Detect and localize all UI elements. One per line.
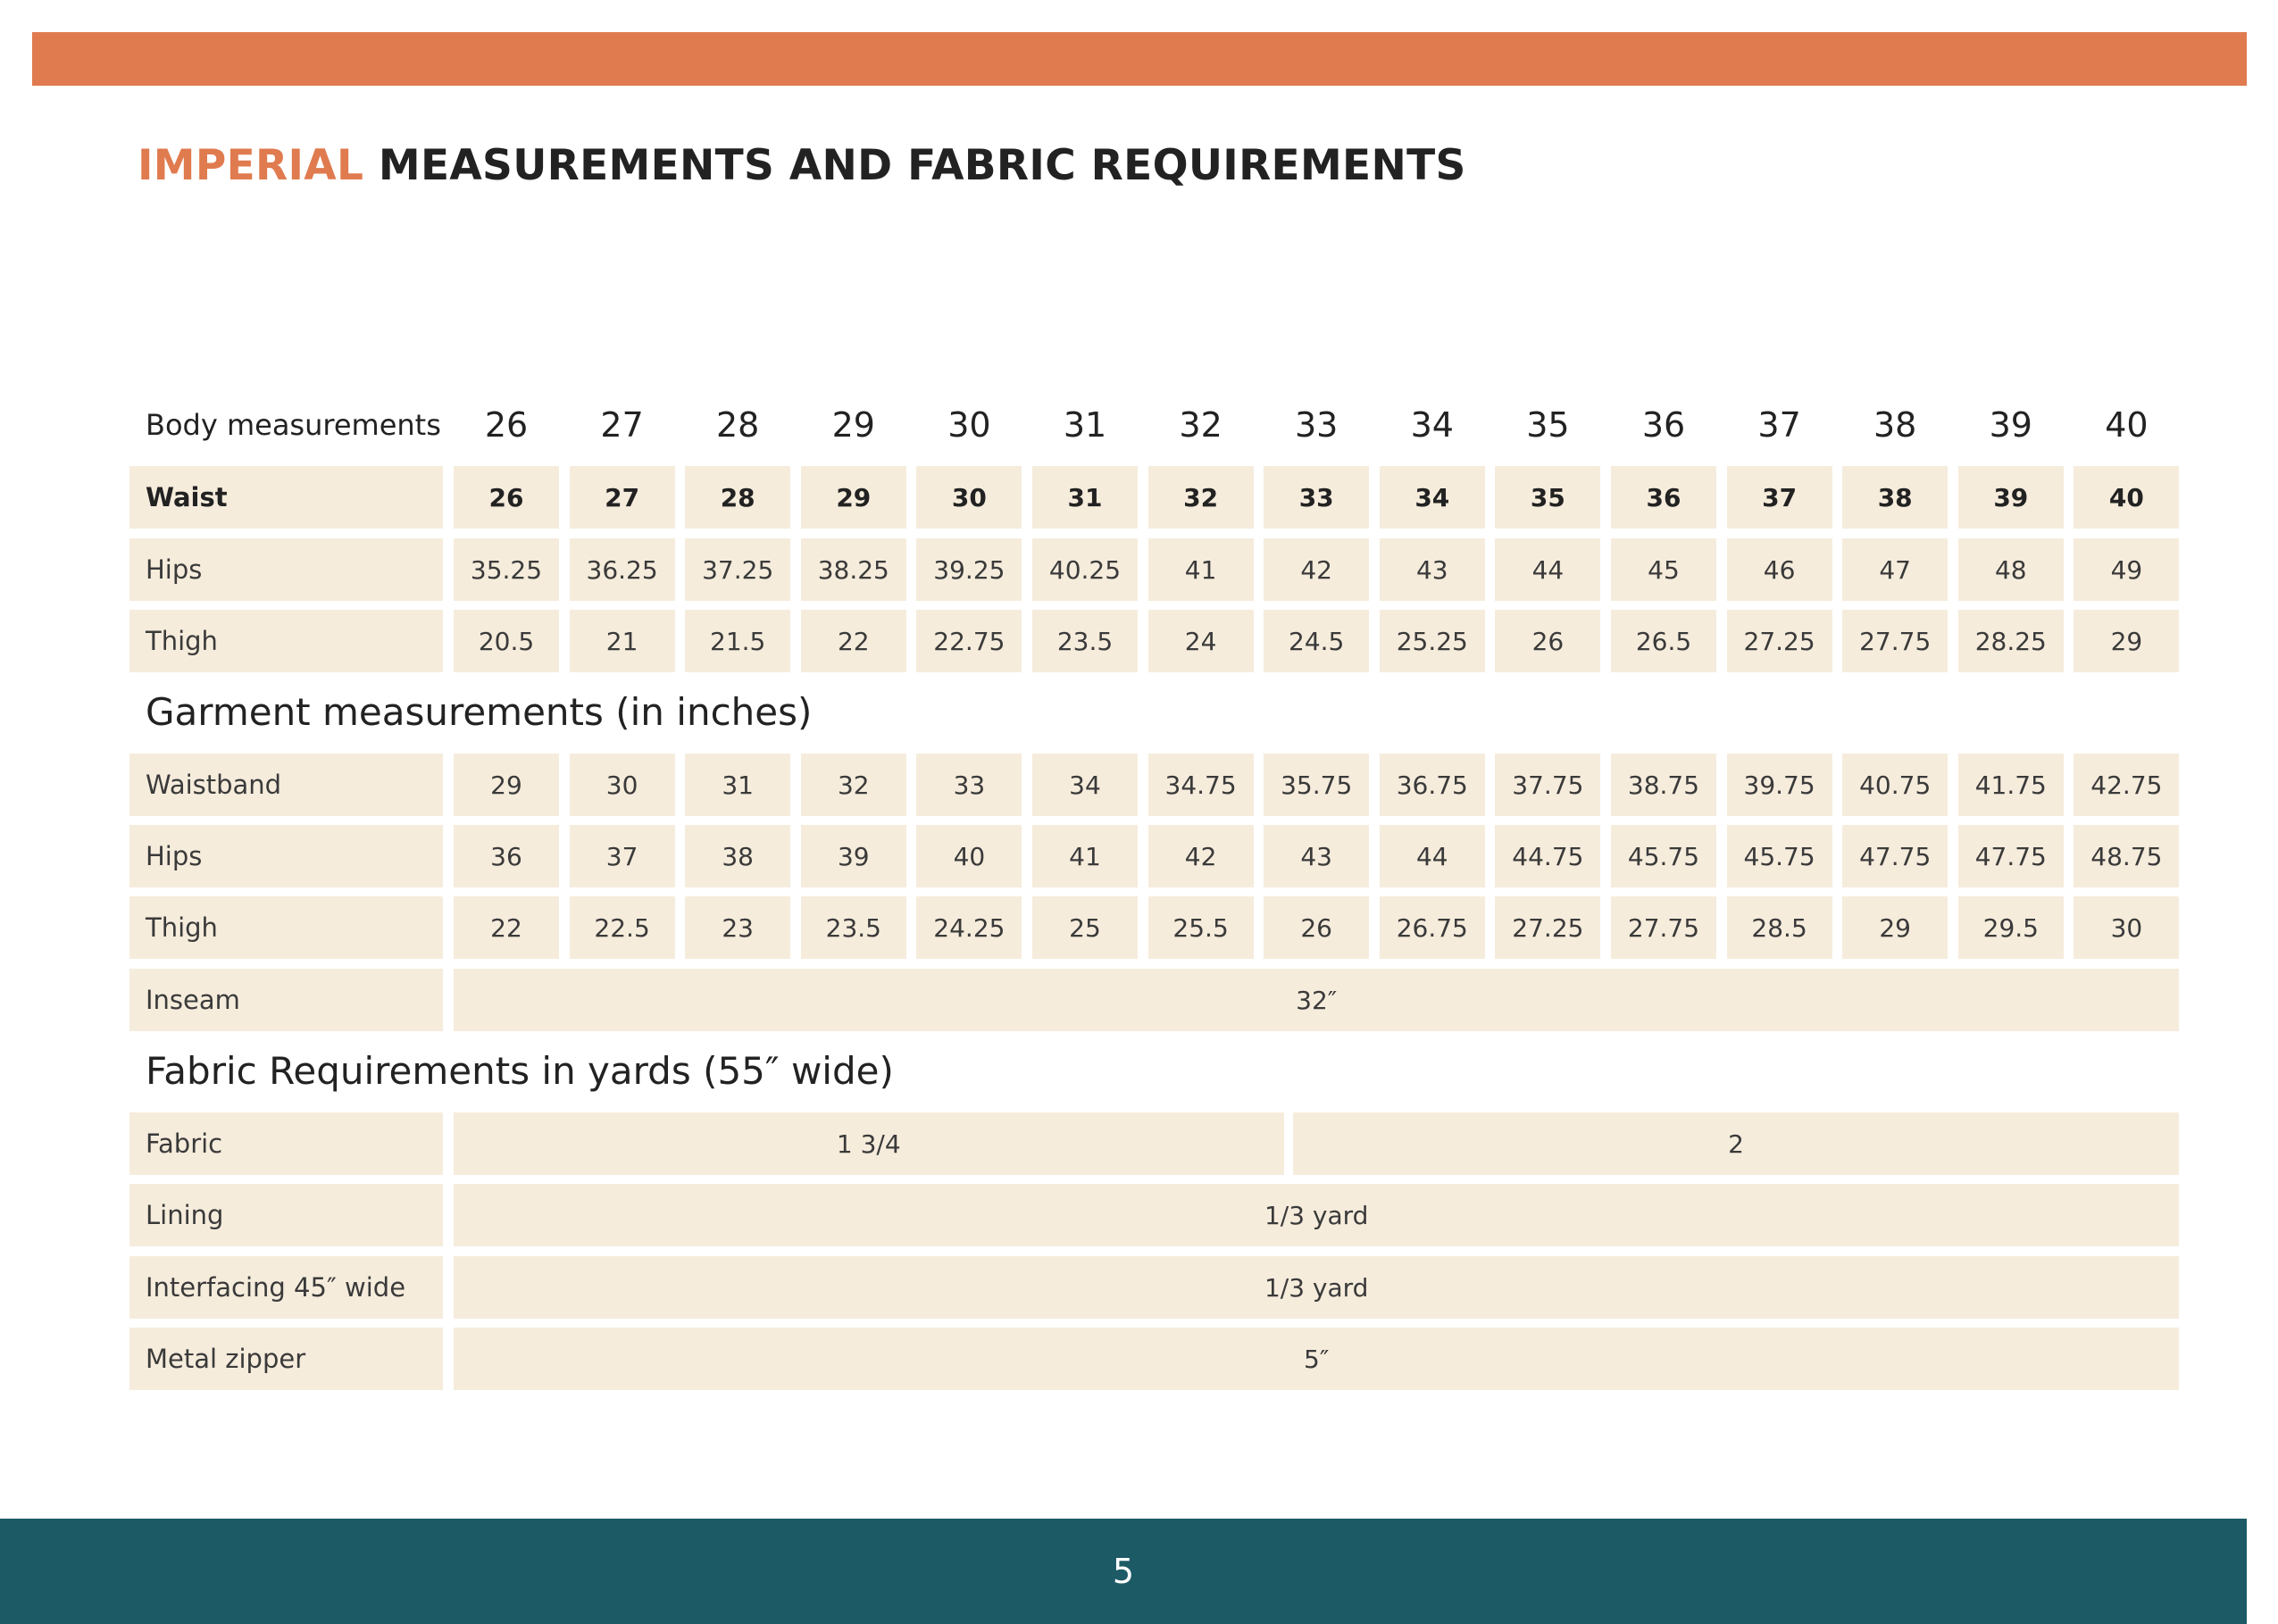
body-row-waist <box>0 466 2278 529</box>
table-cell: 25 <box>1032 896 1138 959</box>
table-cell: 28 <box>716 405 760 445</box>
table-cell: 43 <box>1380 538 1485 601</box>
table-cell: 1 3/4 <box>454 1112 1284 1175</box>
table-cell: 24.25 <box>916 896 1022 959</box>
notion-row-1 <box>0 1256 2278 1319</box>
table-cell: 32 <box>1148 466 1254 529</box>
table-cell: 46 <box>1727 538 1832 601</box>
table-cell: 45.75 <box>1727 825 1832 887</box>
table-cell: 22 <box>801 610 906 672</box>
table-cell: 32 <box>801 754 906 816</box>
table-cell: 43 <box>1264 825 1369 887</box>
table-cell: 29 <box>801 466 906 529</box>
table-cell: 22.75 <box>916 610 1022 672</box>
table-cell: 37 <box>1727 466 1832 529</box>
table-cell: 31 <box>1063 405 1107 445</box>
table-cell: 27 <box>570 466 675 529</box>
table-cell: 1/3 yard <box>454 1256 2179 1319</box>
table-cell: 26 <box>1495 610 1600 672</box>
page-title-accent: IMPERIAL <box>138 141 364 190</box>
table-cell: 31 <box>1032 466 1138 529</box>
table-cell: 35.25 <box>454 538 559 601</box>
header-accent-bar <box>32 32 2247 86</box>
garment-row-waistband <box>0 754 2278 816</box>
table-cell: 23 <box>685 896 790 959</box>
table-cell: 36.75 <box>1380 754 1485 816</box>
table-cell: 22 <box>454 896 559 959</box>
table-cell: 27.25 <box>1495 896 1600 959</box>
table-cell: 38.75 <box>1611 754 1716 816</box>
table-cell: 34 <box>1032 754 1138 816</box>
table-cell: 41 <box>1032 825 1138 887</box>
table-cell: 44 <box>1495 538 1600 601</box>
row-label: Thigh <box>129 610 443 672</box>
table-cell: 44.75 <box>1495 825 1600 887</box>
body-row-thigh <box>0 610 2278 672</box>
table-cell: 44 <box>1380 825 1485 887</box>
table-cell: 39.25 <box>916 538 1022 601</box>
table-cell: 27.25 <box>1727 610 1832 672</box>
row-label: Hips <box>129 538 443 601</box>
table-cell: 47 <box>1842 538 1948 601</box>
table-cell: 30 <box>947 405 991 445</box>
table-cell: 41.75 <box>1958 754 2064 816</box>
table-cell: 32″ <box>454 969 2179 1031</box>
table-cell: 33 <box>1295 405 1339 445</box>
table-cell: 30 <box>570 754 675 816</box>
table-cell: 37.25 <box>685 538 790 601</box>
table-cell: 35 <box>1495 466 1600 529</box>
row-label: Hips <box>129 825 443 887</box>
table-cell: 33 <box>916 754 1022 816</box>
table-cell: 23.5 <box>1032 610 1138 672</box>
table-cell: 26 <box>1264 896 1369 959</box>
table-cell: 38 <box>1842 466 1948 529</box>
table-cell: 49 <box>2074 538 2179 601</box>
row-label: Inseam <box>129 969 443 1031</box>
row-label: Metal zipper <box>129 1328 443 1390</box>
table-cell: 38 <box>1873 405 1917 445</box>
footer-bar <box>0 1519 2247 1624</box>
table-cell: 40 <box>2105 405 2149 445</box>
table-cell: 5″ <box>454 1328 2179 1390</box>
garment-section-heading: Garment measurements (in inches) <box>146 690 813 734</box>
table-cell: 31 <box>685 754 790 816</box>
table-cell: 42 <box>1264 538 1369 601</box>
notion-row-0 <box>0 1184 2278 1246</box>
table-cell: 1/3 yard <box>454 1184 2179 1246</box>
table-cell: 28 <box>685 466 790 529</box>
table-cell: 40 <box>2074 466 2179 529</box>
table-cell: 40 <box>916 825 1022 887</box>
table-cell: 37.75 <box>1495 754 1600 816</box>
table-cell: 28.25 <box>1958 610 2064 672</box>
page-number: 5 <box>1112 1552 1135 1591</box>
table-cell: 45 <box>1611 538 1716 601</box>
table-cell: 33 <box>1264 466 1369 529</box>
table-cell: 36.25 <box>570 538 675 601</box>
table-cell: 39 <box>801 825 906 887</box>
fabric-row <box>0 1112 2278 1175</box>
row-label: Body measurements <box>146 408 441 442</box>
table-cell: 29 <box>1842 896 1948 959</box>
table-cell: 30 <box>2074 896 2179 959</box>
table-cell: 29.5 <box>1958 896 2064 959</box>
inseam-row <box>0 969 2278 1031</box>
table-cell: 20.5 <box>454 610 559 672</box>
table-cell: 21 <box>570 610 675 672</box>
notion-row-2 <box>0 1328 2278 1390</box>
row-label: Lining <box>129 1184 443 1246</box>
table-cell: 24 <box>1148 610 1254 672</box>
row-label: Waistband <box>129 754 443 816</box>
table-cell: 36 <box>1641 405 1686 445</box>
table-cell: 35 <box>1526 405 1570 445</box>
table-cell: 47.75 <box>1842 825 1948 887</box>
table-cell: 39 <box>1989 405 2032 445</box>
table-cell: 25.5 <box>1148 896 1254 959</box>
table-cell: 40.75 <box>1842 754 1948 816</box>
row-label: Waist <box>129 466 443 529</box>
table-cell: 36 <box>454 825 559 887</box>
table-cell: 26.5 <box>1611 610 1716 672</box>
table-header-row <box>0 394 2278 456</box>
garment-row-thigh <box>0 896 2278 959</box>
table-cell: 41 <box>1148 538 1254 601</box>
table-cell: 34 <box>1380 466 1485 529</box>
body-row-hips <box>0 538 2278 601</box>
table-cell: 27.75 <box>1842 610 1948 672</box>
table-cell: 29 <box>831 405 875 445</box>
table-cell: 40.25 <box>1032 538 1138 601</box>
table-cell: 45.75 <box>1611 825 1716 887</box>
table-cell: 35.75 <box>1264 754 1369 816</box>
table-cell: 48.75 <box>2074 825 2179 887</box>
table-cell: 24.5 <box>1264 610 1369 672</box>
page-title <box>138 141 1466 190</box>
table-cell: 42.75 <box>2074 754 2179 816</box>
table-cell: 23.5 <box>801 896 906 959</box>
table-cell: 25.25 <box>1380 610 1485 672</box>
table-cell: 26 <box>484 405 529 445</box>
table-cell: 39.75 <box>1727 754 1832 816</box>
table-cell: 27 <box>600 405 644 445</box>
table-cell: 39 <box>1958 466 2064 529</box>
table-cell: 38.25 <box>801 538 906 601</box>
fabric-section-heading: Fabric Requirements in yards (55″ wide) <box>146 1049 894 1093</box>
table-cell: 47.75 <box>1958 825 2064 887</box>
page-title-rest: MEASUREMENTS AND FABRIC REQUIREMENTS <box>378 141 1466 190</box>
row-label: Interfacing 45″ wide <box>129 1256 443 1319</box>
table-cell: 37 <box>570 825 675 887</box>
table-cell: 27.75 <box>1611 896 1716 959</box>
table-cell: 32 <box>1179 405 1222 445</box>
table-cell: 30 <box>916 466 1022 529</box>
table-cell: 42 <box>1148 825 1254 887</box>
table-cell: 48 <box>1958 538 2064 601</box>
table-cell: 36 <box>1611 466 1716 529</box>
table-cell: 22.5 <box>570 896 675 959</box>
row-label: Fabric <box>129 1112 443 1175</box>
table-cell: 29 <box>2074 610 2179 672</box>
table-cell: 26 <box>454 466 559 529</box>
row-label: Thigh <box>129 896 443 959</box>
table-cell: 34 <box>1410 405 1454 445</box>
table-cell: 37 <box>1757 405 1801 445</box>
table-cell: 26.75 <box>1380 896 1485 959</box>
table-cell: 34.75 <box>1148 754 1254 816</box>
table-cell: 38 <box>685 825 790 887</box>
table-cell: 28.5 <box>1727 896 1832 959</box>
table-cell: 21.5 <box>685 610 790 672</box>
table-cell: 29 <box>454 754 559 816</box>
garment-row-hips <box>0 825 2278 887</box>
table-cell: 2 <box>1293 1112 2180 1175</box>
